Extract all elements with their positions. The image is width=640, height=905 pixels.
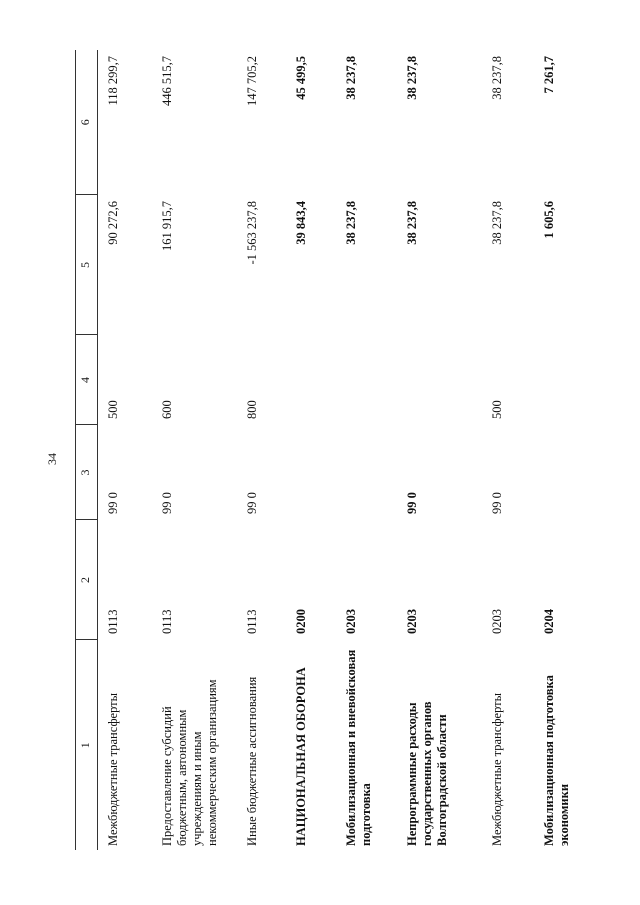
table-header bbox=[76, 50, 98, 850]
header-cell: 1 bbox=[76, 640, 98, 850]
row-code: 0204 bbox=[541, 609, 556, 634]
row-code: 0200 bbox=[294, 609, 309, 634]
row-value-5: 38 237,8 bbox=[405, 201, 420, 245]
table-row bbox=[336, 50, 397, 850]
row-type: 500 bbox=[106, 400, 121, 419]
row-target bbox=[286, 425, 335, 520]
header-cell: 4 bbox=[76, 335, 98, 425]
row-target: 99 0 bbox=[405, 492, 420, 514]
page-number: 34 bbox=[45, 453, 59, 465]
row-value-5: 38 237,8 bbox=[489, 201, 504, 245]
row-code: 0113 bbox=[244, 609, 259, 634]
row-target: 99 0 bbox=[244, 492, 259, 514]
row-target: 99 0 bbox=[106, 492, 121, 514]
row-value-5: -1 563 237,8 bbox=[244, 201, 259, 265]
row-value-6: 446 515,7 bbox=[160, 56, 175, 106]
row-name: Мобилизационная подготовка экономики bbox=[541, 675, 571, 846]
table-row bbox=[286, 50, 335, 850]
row-type bbox=[286, 335, 335, 425]
row-value-5: 161 915,7 bbox=[160, 201, 175, 251]
row-code: 0113 bbox=[106, 609, 121, 634]
row-value-6: 38 237,8 bbox=[405, 56, 420, 100]
row-name: Иные бюджетные ассигнования bbox=[244, 676, 259, 846]
row-target: 99 0 bbox=[160, 492, 175, 514]
table-row bbox=[98, 50, 152, 850]
table-row bbox=[152, 50, 237, 850]
row-value-6: 147 705,2 bbox=[244, 56, 259, 106]
row-code: 0113 bbox=[160, 609, 175, 634]
row-type: 800 bbox=[244, 400, 259, 419]
row-target bbox=[534, 425, 595, 520]
row-type: 600 bbox=[160, 400, 175, 419]
row-value-5: 90 272,6 bbox=[106, 201, 121, 245]
header-cell: 2 bbox=[76, 520, 98, 640]
row-name: Межбюджетные трансферты bbox=[489, 692, 504, 846]
row-target bbox=[336, 425, 397, 520]
row-target: 99 0 bbox=[489, 492, 504, 514]
budget-table bbox=[75, 50, 595, 850]
table-row bbox=[237, 50, 286, 850]
row-code: 0203 bbox=[405, 609, 420, 634]
row-value-6: 45 499,5 bbox=[294, 56, 309, 100]
row-name: Предоставление субсидий бюджетным, автономным учреждениям и иным некоммерческим организациям bbox=[160, 679, 220, 846]
row-value-5: 38 237,8 bbox=[343, 201, 358, 245]
row-type bbox=[397, 335, 482, 425]
row-name: Непрограммные расходы государственных органов Волгоградской области bbox=[405, 701, 450, 846]
row-value-5: 39 843,4 bbox=[294, 201, 309, 245]
row-value-6: 118 299,7 bbox=[106, 56, 121, 106]
row-name: Мобилизационная и вневойсковая подготовка bbox=[343, 649, 373, 846]
row-code: 0203 bbox=[489, 609, 504, 634]
table-row bbox=[534, 50, 595, 850]
row-type: 500 bbox=[489, 400, 504, 419]
row-type bbox=[534, 335, 595, 425]
row-value-6: 7 261,7 bbox=[541, 56, 556, 94]
row-code: 0203 bbox=[343, 609, 358, 634]
row-name: НАЦИОНАЛЬНАЯ ОБОРОНА bbox=[294, 667, 309, 846]
row-name: Межбюджетные трансферты bbox=[106, 692, 121, 846]
header-cell: 6 bbox=[76, 50, 98, 195]
row-type bbox=[336, 335, 397, 425]
table-row bbox=[482, 50, 534, 850]
row-value-6: 38 237,8 bbox=[489, 56, 504, 100]
table-row bbox=[397, 50, 482, 850]
header-cell: 5 bbox=[76, 195, 98, 335]
header-cell: 3 bbox=[76, 425, 98, 520]
row-value-6: 38 237,8 bbox=[343, 56, 358, 100]
row-value-5: 1 605,6 bbox=[541, 201, 556, 239]
